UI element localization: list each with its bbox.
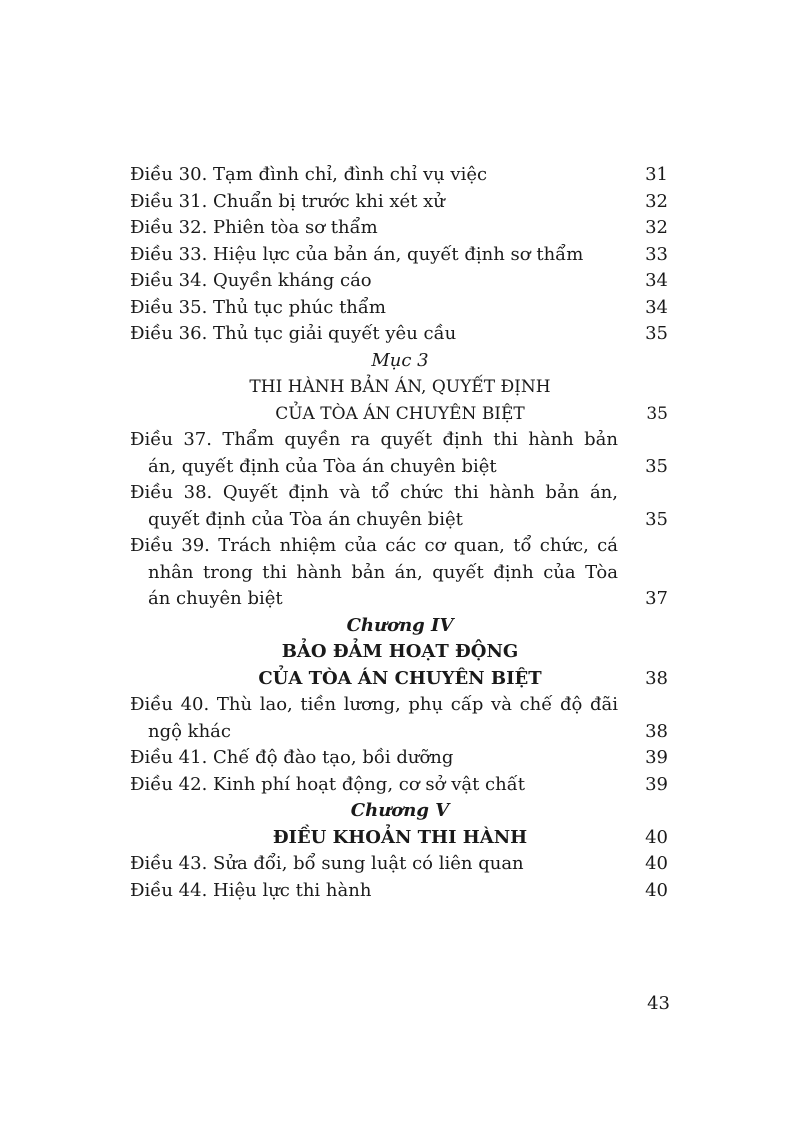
chapter-title-line-1: BẢO ĐẢM HOẠT ĐỘNG [281, 641, 519, 662]
entry-page: 32 [645, 190, 668, 212]
entry-page: 40 [645, 826, 668, 848]
toc-entry-dieu-31[interactable] [130, 189, 670, 216]
entry-page: 35 [646, 403, 668, 424]
toc-entry-dieu-42[interactable] [130, 772, 670, 799]
table-of-contents [130, 162, 670, 904]
entry-title: Điều 44. Hiệu lực thi hành [130, 879, 372, 901]
entry-title: Điều 33. Hiệu lực của bản án, quyết định sơ thẩm [130, 243, 584, 265]
entry-page: 38 [645, 720, 668, 742]
toc-entry-dieu-41[interactable] [130, 745, 670, 772]
entry-title: Điều 30. Tạm đình chỉ, đình chỉ vụ việc [130, 164, 488, 185]
entry-page: 35 [645, 323, 668, 344]
entry-title-line-2: quyết định của Tòa án chuyên biệt [148, 508, 463, 530]
section-title-line-2: CỦA TÒA ÁN CHUYÊN BIỆT [275, 403, 525, 424]
toc-entry-dieu-44[interactable] [130, 878, 670, 905]
toc-entry-dieu-40[interactable] [130, 692, 670, 745]
entry-title: Điều 41. Chế độ đào tạo, bồi dưỡng [130, 747, 454, 768]
entry-page: 40 [645, 879, 668, 901]
entry-title-line-1: Điều 39. Trách nhiệm của các cơ quan, tổ chức, cá [130, 535, 618, 556]
entry-page: 34 [645, 270, 668, 291]
entry-title-line-2: nhân trong thi hành bản án, quyết định của Tòa [148, 561, 618, 583]
entry-title: Điều 36. Thủ tục giải quyết yêu cầu [130, 323, 457, 344]
toc-entry-dieu-37[interactable] [130, 427, 670, 480]
entry-title-line-3: án chuyên biệt [148, 588, 283, 609]
entry-page: 39 [645, 773, 668, 795]
entry-page: 33 [645, 243, 668, 265]
toc-entry-dieu-38[interactable] [130, 480, 670, 533]
toc-entry-dieu-39[interactable] [130, 533, 670, 613]
section-title-line-1: THI HÀNH BẢN ÁN, QUYẾT ĐỊNH [249, 377, 551, 397]
entry-title: Điều 43. Sửa đổi, bổ sung luật có liên quan [130, 853, 524, 874]
entry-title: Điều 35. Thủ tục phúc thẩm [130, 296, 386, 318]
toc-entry-dieu-36[interactable] [130, 321, 670, 348]
entry-title: Điều 31. Chuẩn bị trước khi xét xử [130, 190, 445, 212]
entry-title-line-1: Điều 37. Thẩm quyền ra quyết định thi hành bản [130, 429, 618, 450]
chapter-label-chuong-iv: Chương IV [346, 614, 454, 636]
toc-entry-dieu-30[interactable] [130, 162, 670, 189]
entry-title: Điều 34. Quyền kháng cáo [130, 270, 372, 291]
entry-page: 34 [645, 296, 668, 318]
entry-page: 35 [645, 508, 668, 530]
toc-entry-dieu-33[interactable] [130, 242, 670, 269]
entry-page: 39 [645, 747, 668, 768]
chapter-title-line-2: CỦA TÒA ÁN CHUYÊN BIỆT [258, 667, 542, 689]
entry-title-line-1: Điều 40. Thù lao, tiền lương, phụ cấp và chế độ đãi [130, 694, 618, 715]
entry-page: 40 [645, 853, 668, 874]
entry-title-line-1: Điều 38. Quyết định và tổ chức thi hành bản án, [130, 482, 618, 503]
toc-entry-dieu-35[interactable] [130, 295, 670, 322]
toc-entry-muc-3[interactable] [130, 401, 670, 428]
chapter-label-chuong-v: Chương V [350, 800, 450, 821]
entry-page: 37 [645, 588, 668, 609]
toc-entry-chuong-v[interactable] [130, 825, 670, 852]
toc-entry-dieu-43[interactable] [130, 851, 670, 878]
entry-page: 38 [645, 667, 668, 689]
entry-title: Điều 32. Phiên tòa sơ thẩm [130, 217, 378, 238]
entry-title-line-2: án, quyết định của Tòa án chuyên biệt [148, 455, 497, 477]
entry-title: Điều 42. Kinh phí hoạt động, cơ sở vật chất [130, 773, 525, 795]
section-label-muc-3: Mục 3 [371, 349, 429, 371]
toc-entry-dieu-32[interactable] [130, 215, 670, 242]
entry-page: 35 [645, 455, 668, 477]
entry-page: 32 [645, 217, 668, 238]
toc-entry-dieu-34[interactable] [130, 268, 670, 295]
toc-entry-chuong-iv[interactable] [130, 666, 670, 693]
chapter-title: ĐIỀU KHOẢN THI HÀNH [272, 826, 528, 848]
page-number: 43 [647, 993, 670, 1014]
entry-title-line-2: ngộ khác [148, 720, 231, 742]
entry-page: 31 [645, 164, 668, 185]
